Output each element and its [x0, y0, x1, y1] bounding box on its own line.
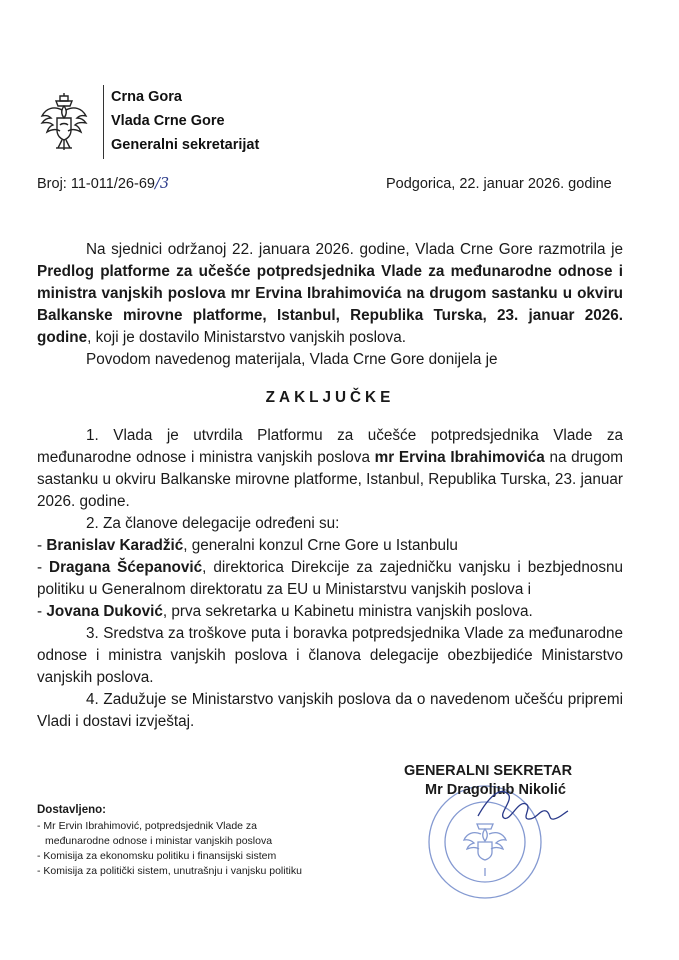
- distribution-list: [37, 803, 302, 879]
- povodom-paragraph: Povodom navedenog materijala, Vlada Crne Gore donijela je: [86, 351, 498, 368]
- place-date: Podgorica, 22. januar 2026. godine: [386, 176, 612, 192]
- reference-prefix: Broj: 11-011/26-69: [37, 176, 155, 192]
- delegation-member-2: - Dragana Šćepanović, direktorica Direkcije za zajedničku vanjsku i bezbjednosnu politiku u Generalnom direktoratu za EU u Ministarstvu vanjskih poslova i: [37, 559, 623, 598]
- member-3-role: , prva sekretarka u Kabinetu ministra vanjskih poslova.: [162, 603, 533, 620]
- institution-header: [111, 85, 259, 157]
- handwritten-signature: [470, 776, 580, 836]
- distribution-item: - Komisija za politički sistem, unutrašnju i vanjsku politiku: [37, 865, 302, 877]
- member-3-name: Jovana Duković: [46, 603, 163, 620]
- distribution-item: - Mr Ervin Ibrahimović, potpredsjednik Vlade za: [37, 820, 258, 832]
- conclusion-1: [37, 425, 623, 513]
- document-body: [37, 239, 623, 733]
- conclusion-1-text-1: 1. Vlada je utvrdila Platformu za učešće potpredsjednika Vlade za međunarodne odnose i ministra vanjskih poslova: [37, 427, 623, 466]
- signatory-title: GENERALNI SEKRETAR: [404, 763, 573, 779]
- coat-of-arms-icon: [38, 92, 90, 154]
- conclusion-2-intro: 2. Za članove delegacije određeni su:: [86, 515, 340, 532]
- reference-number: [37, 176, 169, 192]
- header-secretariat: Generalni sekretarijat: [111, 137, 260, 153]
- signatory-name: Mr Dragoljub Nikolić: [425, 782, 566, 798]
- member-2-role: , direktorica Direkcije za zajedničku vanjsku i bezbjednosnu politiku u Generalnom direktoratu za EU u Ministarstvu vanjskih poslova i: [37, 559, 623, 598]
- member-1-role: , generalni konzul Crne Gore u Istanbulu: [183, 537, 458, 554]
- distribution-item-continuation: međunarodne odnose i ministar vanjskih poslova: [45, 835, 273, 847]
- intro-text-2: , koji je dostavilo Ministarstvo vanjskih poslova.: [87, 329, 406, 346]
- distribution-label: Dostavljeno:: [37, 804, 107, 816]
- conclusion-4: 4. Zadužuje se Ministarstvo vanjskih poslova da o navedenom učešću pripremi Vladi i dostavi izvještaj.: [37, 691, 623, 730]
- conclusion-1-name: mr Ervina Ibrahimovića: [374, 449, 545, 466]
- member-2-name: Dragana Šćepanović: [49, 559, 203, 576]
- conclusion-3: 3. Sredstva za troškove puta i boravka potpredsjednika Vlade za međunarodne odnose i ministra vanjskih poslova i članova delegacije obezbijediće Ministarstvo vanjskih poslova.: [37, 625, 623, 686]
- header-divider: [103, 85, 104, 159]
- delegation-member-3: - Jovana Duković, prva sekretarka u Kabinetu ministra vanjskih poslova.: [37, 603, 533, 620]
- distribution-item: - Komisija za ekonomsku politiku i finansijski sistem: [37, 850, 277, 862]
- reference-handwritten: /3: [154, 176, 170, 192]
- conclusions-title: ZAKLJUČKE: [265, 389, 395, 406]
- member-1-name: Branislav Karadžić: [46, 537, 184, 554]
- intro-text-1: Na sjednici održanoj 22. januara 2026. godine, Vlada Crne Gore razmotrila je: [86, 241, 623, 258]
- intro-paragraph: [37, 239, 623, 349]
- delegation-member-1: - Branislav Karadžić, generalni konzul Crne Gore u Istanbulu: [37, 537, 458, 554]
- header-country: Crna Gora: [111, 89, 182, 105]
- header-government: Vlada Crne Gore: [111, 113, 225, 129]
- conclusion-1-text-2: na drugom sastanku u okviru Balkanske mirovne platforme, Istanbul, Republika Turska, 23. januar 2026. godine.: [37, 449, 624, 510]
- intro-proposal-title: Predlog platforme za učešće potpredsjednika Vlade za međunarodne odnose i ministra vanjskih poslova mr Ervina Ibrahimovića na drugom sastanku u okviru Balkanske mirovne platforme, Istanbul, Republika Turska, 23. januar 2026. godine: [37, 263, 623, 346]
